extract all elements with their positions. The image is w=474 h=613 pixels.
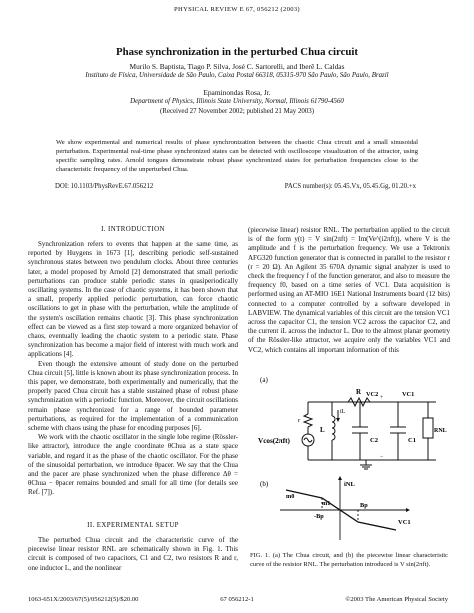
section-heading-experimental-setup: II. EXPERIMENTAL SETUP bbox=[87, 522, 179, 529]
chua-circuit-figure bbox=[256, 372, 452, 472]
source-label: Vcos(2πft) bbox=[258, 437, 290, 445]
VC2-label: VC2 bbox=[366, 391, 379, 398]
left-column-setup bbox=[28, 536, 238, 573]
m1-label: m1 bbox=[322, 500, 331, 507]
footer-issn: 1063-651X/2003/67(5)/056212(5)/$20.00 bbox=[28, 596, 139, 603]
C2-label: C2 bbox=[370, 437, 378, 444]
paragraph: Synchronization refers to events that happen at the same time, as reported by Huygens in 1673 [1], describing periodic self-sustained synchronous states between two pendulum clocks. About three centuries later, a model proposed by Arnold [2] demonstrated that small periodic perturbations can produce stable periodic states in quasiperiodically oscillating systems. In the case of chaotic systems, it has been shown that a small, properly applied periodic perturbation, can force chaotic oscillations to get in phase with the perturbation, while the amplitude of the system's oscillation remains chaotic [3]. This phase synchronization effect can be viewed as a first step toward a more organized behavior of chaos, eventually leading the chaotic system to a periodic state. Phase synchronization has become a major field of interest with much work and applications [4]. bbox=[28, 240, 238, 359]
resistor-r bbox=[304, 414, 312, 427]
footer-copyright: ©2003 The American Physical Society bbox=[345, 596, 448, 603]
C1-label: C1 bbox=[408, 437, 416, 444]
pacs-numbers: PACS number(s): 05.45.Vx, 05.45.Gg, 01.20.+x bbox=[284, 183, 416, 190]
figure-label-b: (b) bbox=[260, 480, 269, 488]
paragraph: (piecewise linear) resistor RNL. The perturbation applied to the circuit is of the form y(t) = V sin(2πft) = Im(Ve^(i2πft)), where V is the amplitude and f is the perturbation frequency. We use a Tektronix AFG320 function generator that is connected in parallel to the resistor r (r = 20 Ω). An Agilent 35 670A dynamic signal analyzer is used to check the frequency f of the function generator, and also to measure the frequency f0, based on a time series of VC1. Data acquisition is performed using an AT-MIO 16E1 National Instruments board (12 bits) connected to a computer controlled by a software developed in LABVIEW. The dynamical variables of this circuit are the tension VC1 across the capacitor C1, the tension VC2 across the capacitor C2, and the current iL across the inductor L. Due to the almost planar geometry of the Rössler-like attractor, we acquire only the variables VC1 and VC2, which contains all important information of this bbox=[248, 226, 450, 354]
paper-title: Phase synchronization in the perturbed Chua circuit bbox=[116, 46, 358, 58]
figure-caption: FIG. 1. (a) The Chua circuit, and (b) the piecewise linear characteristic curve of the resistor RNL. The perturbation introduced is V sin(2πft). bbox=[250, 552, 448, 568]
minus-sign: − bbox=[380, 454, 384, 460]
authors-line-1: Murilo S. Baptista, Tiago P. Silva, José C. Sartorelli, and Iberê L. Caldas bbox=[129, 62, 345, 71]
authors-line-2: Epaminondas Rosa, Jr. bbox=[203, 88, 271, 97]
iNL-axis-label: iNL bbox=[344, 481, 355, 488]
negBp-label: -Bp bbox=[314, 513, 324, 520]
left-column-intro bbox=[28, 240, 238, 498]
received-line: (Received 27 November 2002; published 21 May 2003) bbox=[159, 108, 315, 115]
r-label: r bbox=[298, 417, 301, 424]
paragraph: We work with the chaotic oscillator in the single lobe regime (Rössler-like attractor), introduce the angle coordinate θChua as a state space variable, and regard it as the phase of the chaotic oscillator. For the phase of the sinusoidal perturbation, we introduce θpacer. We say that the Chua and the pacer are phase synchronized when the phase difference Δθ = θChua − θpacer remains bounded and small for all time (for details see Ref. [7]). bbox=[28, 433, 238, 497]
paragraph: Even though the extensive amount of study done on the perturbed Chua circuit [5], little is known about its phase synchronization process. In this paper, we demonstrate, both experimentally and numerically, that the properly paced Chua circuit has a stable sustained phase of robust phase synchronization with a periodic function. Moreover, the circuit oscillations remain phase synchronized for a range of bounded parameter perturbations, as required for the implementation of a communication scheme with chaos using the phase for encoding purposes [6]. bbox=[28, 359, 238, 433]
iL-label: iL bbox=[340, 409, 346, 415]
piecewise-linear-curve-figure bbox=[256, 476, 452, 546]
plus-sign: + bbox=[380, 395, 384, 401]
m0-label: m0 bbox=[286, 493, 295, 500]
nonlinear-resistor bbox=[423, 418, 433, 438]
Bp-label: Bp bbox=[360, 502, 368, 509]
affiliation-2: Department of Physics, Illinois State University, Normal, Illinois 61790-4560 bbox=[130, 98, 344, 105]
L-label: L bbox=[320, 426, 325, 434]
section-heading-introduction: I. INTRODUCTION bbox=[101, 226, 165, 233]
running-head: PHYSICAL REVIEW E 67, 056212 (2003) bbox=[174, 6, 300, 13]
paragraph: The perturbed Chua circuit and the characteristic curve of the piecewise linear resistor RNL are schematically shown in Fig. 1. This circuit is composed of two capacitors, C1 and C2, two resistors R and r, one inductor L, and the nonlinear bbox=[28, 536, 238, 572]
RNL-label: RNL bbox=[434, 428, 447, 434]
right-column-text bbox=[248, 226, 450, 355]
inductor-L bbox=[332, 416, 335, 440]
footer-page-number: 67 056212-1 bbox=[220, 596, 254, 603]
affiliation-1: Instituto de Física, Universidade de São Paulo, Caixa Postal 66318, 05315-970 São Paulo, São Paulo, Brazil bbox=[85, 72, 389, 79]
figure-label-a: (a) bbox=[260, 376, 268, 384]
VC1-axis-label: VC1 bbox=[398, 519, 411, 526]
VC1-label: VC1 bbox=[402, 391, 415, 398]
R-label: R bbox=[356, 388, 362, 396]
abstract: We show experimental and numerical results of phase synchronization between the chaotic Chua circuit and a small sinusoidal perturbation. Experimental real-time phase synchronized states can be detected with oscilloscope visualization of the attractor, using specific sampling rates. Arnold tongues demonstrate robust phase synchronized states for perturbation frequencies close to the characteristic frequency of the unperturbed Chua. bbox=[56, 139, 418, 174]
doi: DOI: 10.1103/PhysRevE.67.056212 bbox=[55, 183, 154, 190]
